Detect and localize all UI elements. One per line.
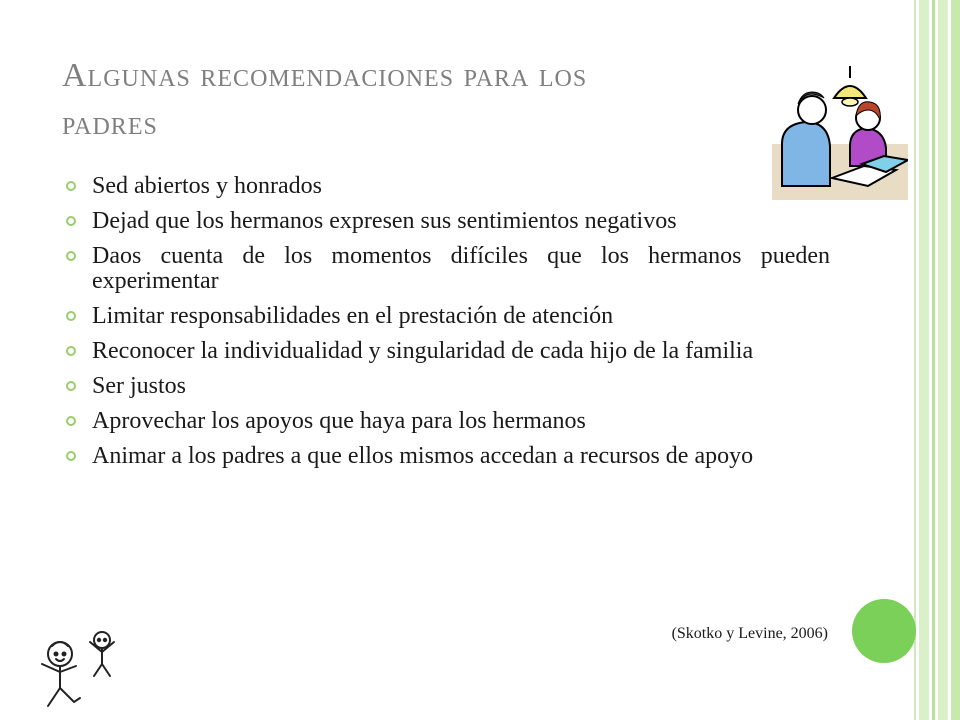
list-item-text: Limitar responsabilidades en el prestación de atención: [92, 303, 614, 329]
bullet-icon: [66, 181, 76, 191]
bullet-icon: [66, 216, 76, 226]
list-item-text: Animar a los padres a que ellos mismos accedan a recursos de apoyo: [92, 443, 754, 469]
list-item-text: Aprovechar los apoyos que haya para los hermanos: [92, 408, 586, 434]
bullet-icon: [66, 381, 76, 391]
slide-title-line-1: Algunas recomendaciones para los: [62, 57, 588, 94]
bullet-icon: [66, 311, 76, 321]
list-item-text: Ser justos: [92, 373, 187, 399]
list-item-text: Reconocer la individualidad y singularidad de cada hijo de la familia: [92, 338, 754, 364]
list-item: [66, 444, 830, 469]
slide-title-line-2: padres: [62, 105, 158, 142]
bullet-icon: [66, 451, 76, 461]
decorative-stripes: [914, 0, 960, 720]
list-item: [66, 339, 830, 364]
list-item-text: Daos cuenta de los momentos difíciles que los hermanos pueden experimentar: [92, 243, 830, 294]
list-item: [66, 174, 830, 199]
bullet-icon: [66, 346, 76, 356]
list-item-text: Dejad que los hermanos expresen sus sentimientos negativos: [92, 208, 677, 234]
citation: (Skotko y Levine, 2006): [671, 625, 828, 642]
list-item: [66, 409, 830, 434]
list-item: [66, 244, 830, 294]
children-jumping-clipart: [30, 628, 130, 718]
list-item-text: Sed abiertos y honrados: [92, 173, 322, 199]
recommendations-list: [66, 174, 830, 479]
bullet-icon: [66, 251, 76, 261]
list-item: [66, 304, 830, 329]
slide-title: [62, 52, 782, 148]
green-circle-decoration: [852, 599, 916, 663]
bullet-icon: [66, 416, 76, 426]
list-item: [66, 374, 830, 399]
list-item: [66, 209, 830, 234]
